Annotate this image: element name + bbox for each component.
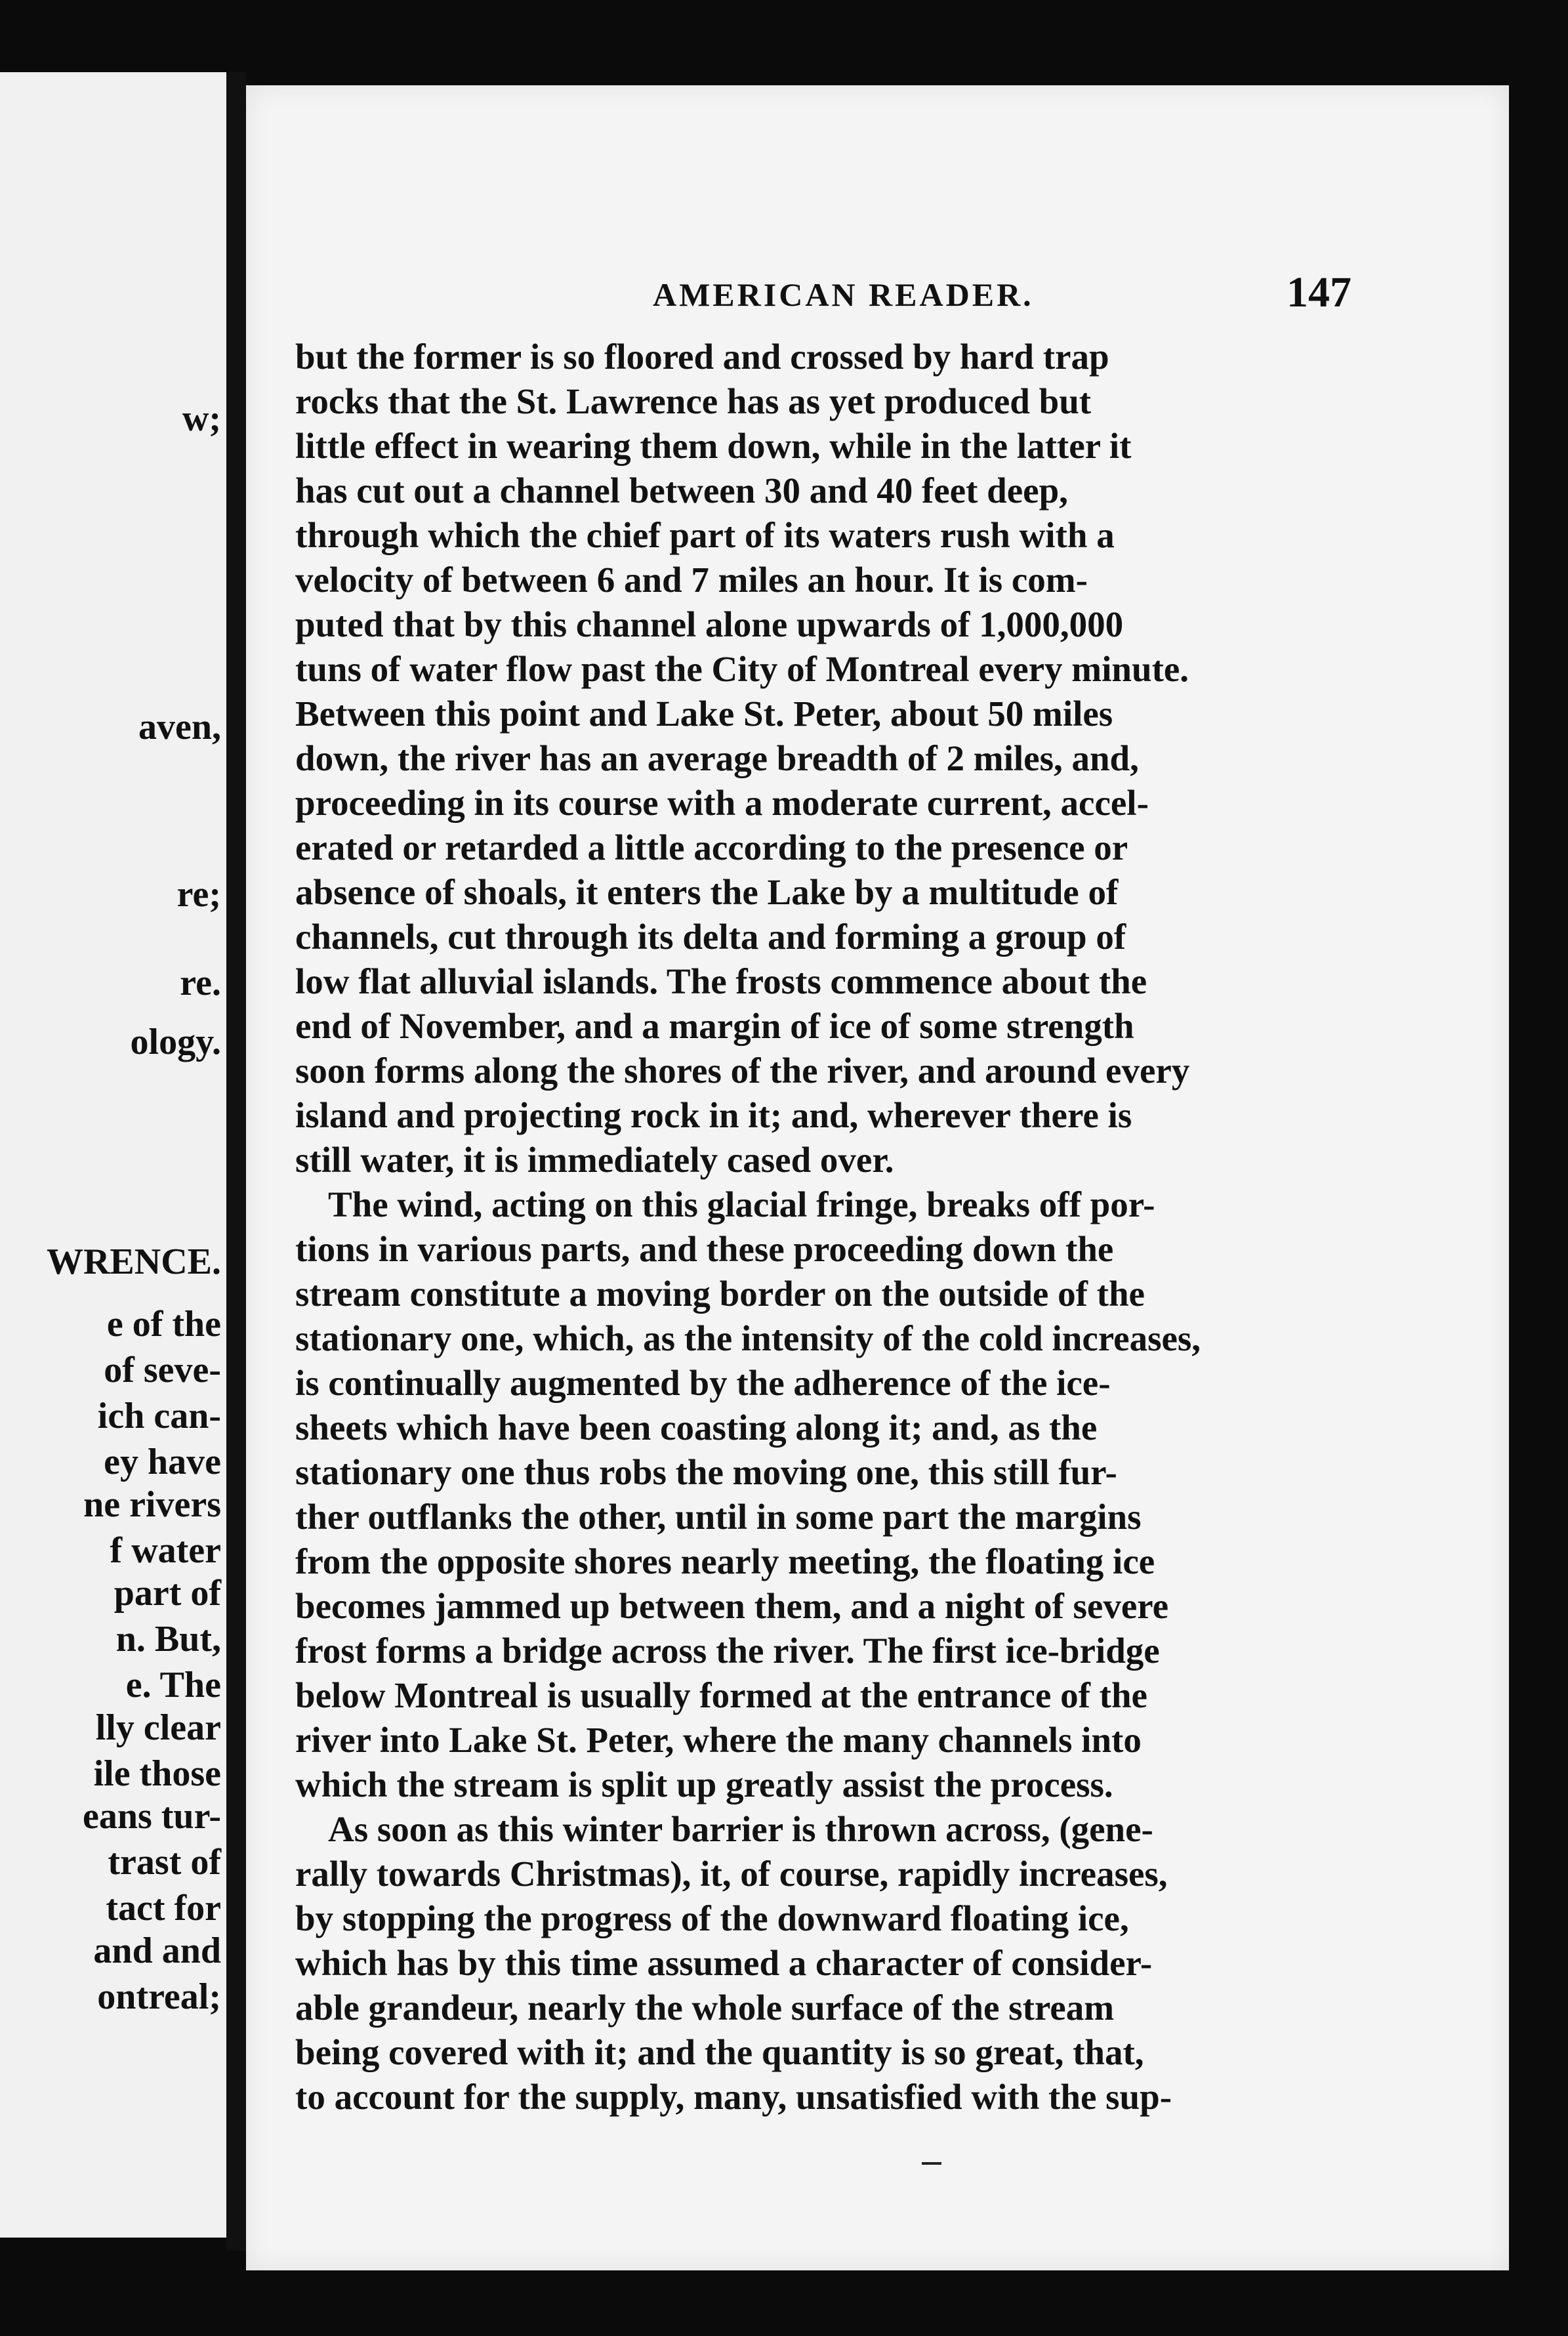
text-line: tuns of water flow past the City of Montreal every minute. [295,649,1189,689]
facing-page-fragment: ich can- [97,1396,221,1436]
text-line: has cut out a channel between 30 and 40 feet deep, [295,470,1068,511]
text-line: stream constitute a moving border on the outside of the [295,1274,1145,1314]
text-line: rally towards Christmas), it, of course, rapidly increases, [295,1854,1168,1894]
book-gutter [226,72,246,2251]
text-line: sheets which have been coasting along it; and, as the [295,1408,1098,1448]
text-line: below Montreal is usually formed at the entrance of the [295,1675,1147,1715]
facing-page-fragment: ontreal; [97,1976,221,2017]
facing-page-fragment: lly clear [95,1707,221,1748]
text-line: down, the river has an average breadth of 2 miles, and, [295,738,1139,778]
book-page [246,85,1509,2270]
facing-page-fragment: part of [113,1573,221,1614]
text-line: absence of shoals, it enters the Lake by a multitude of [295,872,1119,912]
text-line: is continually augmented by the adherence of the ice- [295,1363,1111,1403]
text-line: The wind, acting on this glacial fringe, breaks off por- [328,1184,1155,1224]
facing-page-fragment: ey have [104,1442,221,1482]
facing-page-fragment: w; [182,398,221,439]
facing-page-fragment: e. The [125,1665,221,1705]
text-line: frost forms a bridge across the river. The first ice-bridge [295,1631,1160,1671]
text-line: channels, cut through its delta and forming a group of [295,917,1126,957]
text-line: which the stream is split up greatly assist the process. [295,1764,1113,1804]
facing-page-fragment: e of the [106,1304,221,1345]
page-number: 147 [1287,268,1351,316]
text-line: by stopping the progress of the downward floating ice, [295,1898,1129,1938]
text-line: velocity of between 6 and 7 miles an hour. It is com- [295,560,1088,600]
text-line: ther outflanks the other, until in some part the margins [295,1497,1142,1537]
text-line: proceeding in its course with a moderate current, accel- [295,783,1149,823]
running-head: AMERICAN READER. [653,276,1034,313]
text-line: becomes jammed up between them, and a night of severe [295,1586,1169,1626]
text-line: river into Lake St. Peter, where the many channels into [295,1720,1142,1760]
facing-page-fragment: aven, [138,707,221,747]
printer-mark [922,2162,941,2165]
facing-page-fragment: re. [180,963,221,1003]
text-line: As soon as this winter barrier is thrown across, (gene- [328,1809,1153,1849]
text-line: stationary one thus robs the moving one, this still fur- [295,1452,1117,1492]
text-line: but the former is so floored and crossed by hard trap [295,337,1109,377]
text-line: island and projecting rock in it; and, wherever there is [295,1095,1132,1135]
facing-page-fragment: of seve- [104,1350,221,1390]
text-line: puted that by this channel alone upwards of 1,000,000 [295,604,1124,644]
text-line: Between this point and Lake St. Peter, about 50 miles [295,694,1113,734]
text-line: end of November, and a margin of ice of some strength [295,1006,1134,1046]
facing-page-fragment: ne rivers [83,1484,221,1525]
text-line: able grandeur, nearly the whole surface of the stream [295,1988,1115,2028]
text-line: soon forms along the shores of the river, and around every [295,1051,1190,1091]
facing-page-fragment: tact for [106,1888,221,1929]
text-line: stationary one, which, as the intensity of the cold increases, [295,1318,1201,1358]
text-line: through which the chief part of its waters rush with a [295,515,1115,555]
facing-page [0,72,226,2238]
facing-page-fragment: ile those [93,1753,221,1794]
text-line: from the opposite shores nearly meeting, the floating ice [295,1541,1155,1581]
body-text [295,335,1355,2119]
text-line: low flat alluvial islands. The frosts commence about the [295,961,1147,1001]
facing-page-fragment: f water [110,1530,221,1571]
facing-page-fragment: n. But, [115,1619,221,1659]
text-line: to account for the supply, many, unsatisfied with the sup- [295,2077,1172,2117]
text-line: being covered with it; and the quantity is so great, that, [295,2032,1144,2072]
facing-page-fragment: eans tur- [82,1796,221,1837]
facing-page-fragment: ology. [130,1022,221,1062]
text-line: tions in various parts, and these proceeding down the [295,1229,1114,1269]
text-line: little effect in wearing them down, while in the latter it [295,426,1132,466]
facing-page-fragment: re; [176,874,221,915]
text-line: rocks that the St. Lawrence has as yet produced but [295,381,1092,421]
text-line: erated or retarded a little according to the presence or [295,827,1128,867]
facing-page-fragment: and and [93,1930,221,1971]
facing-page-fragment: WRENCE. [46,1241,221,1282]
text-line: which has by this time assumed a character of consider- [295,1943,1153,1983]
text-line: still water, it is immediately cased over. [295,1140,894,1180]
facing-page-fragment: trast of [108,1842,221,1883]
